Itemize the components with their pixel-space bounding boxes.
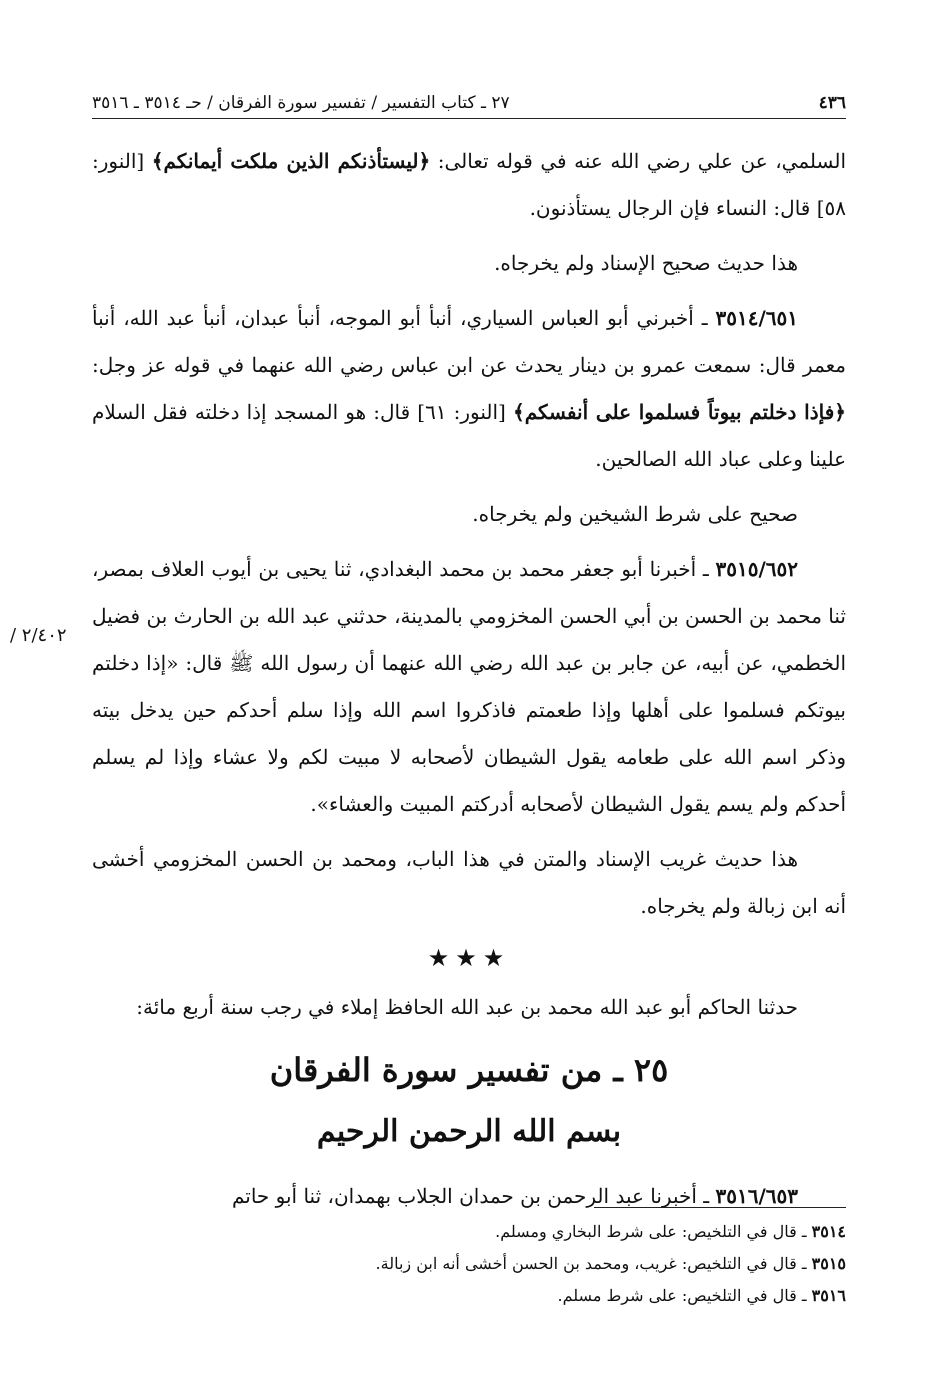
quran-verse-2: ﴿فإذا دخلتم بيوتاً فسلموا على أنفسكم﴾ <box>512 400 847 424</box>
hadith-3514-text2: [النور: ٦١] قال: هو المسجد إذا دخلته فقل السلام علينا وعلى عباد الله الصالحين. <box>92 400 846 471</box>
hadith-3515-text: ـ أخبرنا أبو جعفر محمد بن محمد البغدادي، ثنا يحيى بن أيوب العلاف بمصر، ثنا محمد بن الحسن بن أبي الحسن المخزومي بالمدينة، حدثني عبد الله بن الحارث بن فضيل الخطمي، عن أبيه، عن جابر بن عبد الله رضي الله عنهما أن رسول الله ﷺ قال: «إذا دخلتم بيوتكم فسلموا على أهلها وإذا طعمتم فاذكروا اسم الله وإذا سلم أحدكم حين يدخل بيته وذكر اسم الله على طعامه يقول الشيطان لأصحابه لا مبيت لكم ولا عشاء وإذا لم يسلم أحدكم ولم يسم يقول الشيطان لأصحابه أدركتم المبيت والعشاء». <box>92 557 846 816</box>
footnote-item <box>92 1216 846 1248</box>
hadith-3514 <box>92 295 846 483</box>
hadith-number-3516: ٣٥١٦/٦٥٣ <box>715 1184 798 1208</box>
hadith-number-3515: ٣٥١٥/٦٥٢ <box>715 557 798 581</box>
paragraph-4: صحيح على شرط الشيخين ولم يخرجاه. <box>472 502 798 526</box>
hadith-3515 <box>92 546 846 828</box>
footnote-item <box>92 1248 846 1280</box>
paragraph-6: هذا حديث غريب الإسناد والمتن في هذا الباب، ومحمد بن الحسن المخزومي أخشى أنه ابن زبالة ولم يخرجاه. <box>92 847 846 918</box>
footnote-text: ـ قال في التلخيص: على شرط مسلم. <box>557 1286 812 1305</box>
hadith-number-3514: ٣٥١٤/٦٥١ <box>715 306 798 330</box>
footnote-text: ـ قال في التلخيص: على شرط البخاري ومسلم. <box>495 1222 812 1241</box>
footnote-item <box>92 1280 846 1312</box>
footnote-text: ـ قال في التلخيص: غريب، ومحمد بن الحسن أخشى أنه ابن زبالة. <box>375 1254 812 1273</box>
paragraph-1 <box>92 138 846 232</box>
footnote-number: ٣٥١٤ <box>811 1222 846 1241</box>
hadith-3514-text: ـ أخبرني أبو العباس السياري، أنبأ أبو الموجه، أنبأ عبدان، أنبأ عبد الله، أنبأ معمر قال: سمعت عمرو بن دينار يحدث عن ابن عباس رضي الله عنهما في قوله عز وجل: <box>92 306 846 377</box>
paragraph-7: حدثنا الحاكم أبو عبد الله محمد بن عبد الله الحافظ إملاء في رجب سنة أربع مائة: <box>136 995 798 1019</box>
footnote-number: ٣٥١٥ <box>811 1254 846 1273</box>
p1-text2: [النور: ٥٨] قال: النساء فإن الرجال يستأذنون. <box>92 149 846 220</box>
quran-verse-1: ﴿ليستأذنكم الذين ملكت أيمانكم﴾ <box>151 149 431 173</box>
footnote-divider <box>594 1207 846 1208</box>
hadith-3516 <box>92 1173 846 1220</box>
hadith-3516-text: ـ أخبرنا عبد الرحمن بن حمدان الجلاب بهمدان، ثنا أبو حاتم <box>231 1184 716 1208</box>
page-number: ٤٣٦ <box>818 93 846 113</box>
basmala: بسم الله الرحمن الرحيم <box>316 1114 622 1149</box>
footnote-number: ٣٥١٦ <box>811 1286 846 1305</box>
margin-reference: ٢/٤٠٢ / <box>10 625 67 646</box>
page-header <box>92 88 846 119</box>
section-divider-stars: ★★★ <box>427 944 511 972</box>
paragraph-2: هذا حديث صحيح الإسناد ولم يخرجاه. <box>494 251 798 275</box>
footnotes <box>92 1216 846 1312</box>
p1-text: السلمي، عن علي رضي الله عنه في قوله تعالى: <box>437 149 846 173</box>
chapter-title: ٢٥ ـ من تفسير سورة الفرقان <box>269 1051 669 1089</box>
running-title: ٢٧ ـ كتاب التفسير / تفسير سورة الفرقان / حـ ٣٥١٤ ـ ٣٥١٦ <box>92 93 510 113</box>
main-text <box>92 138 846 1228</box>
